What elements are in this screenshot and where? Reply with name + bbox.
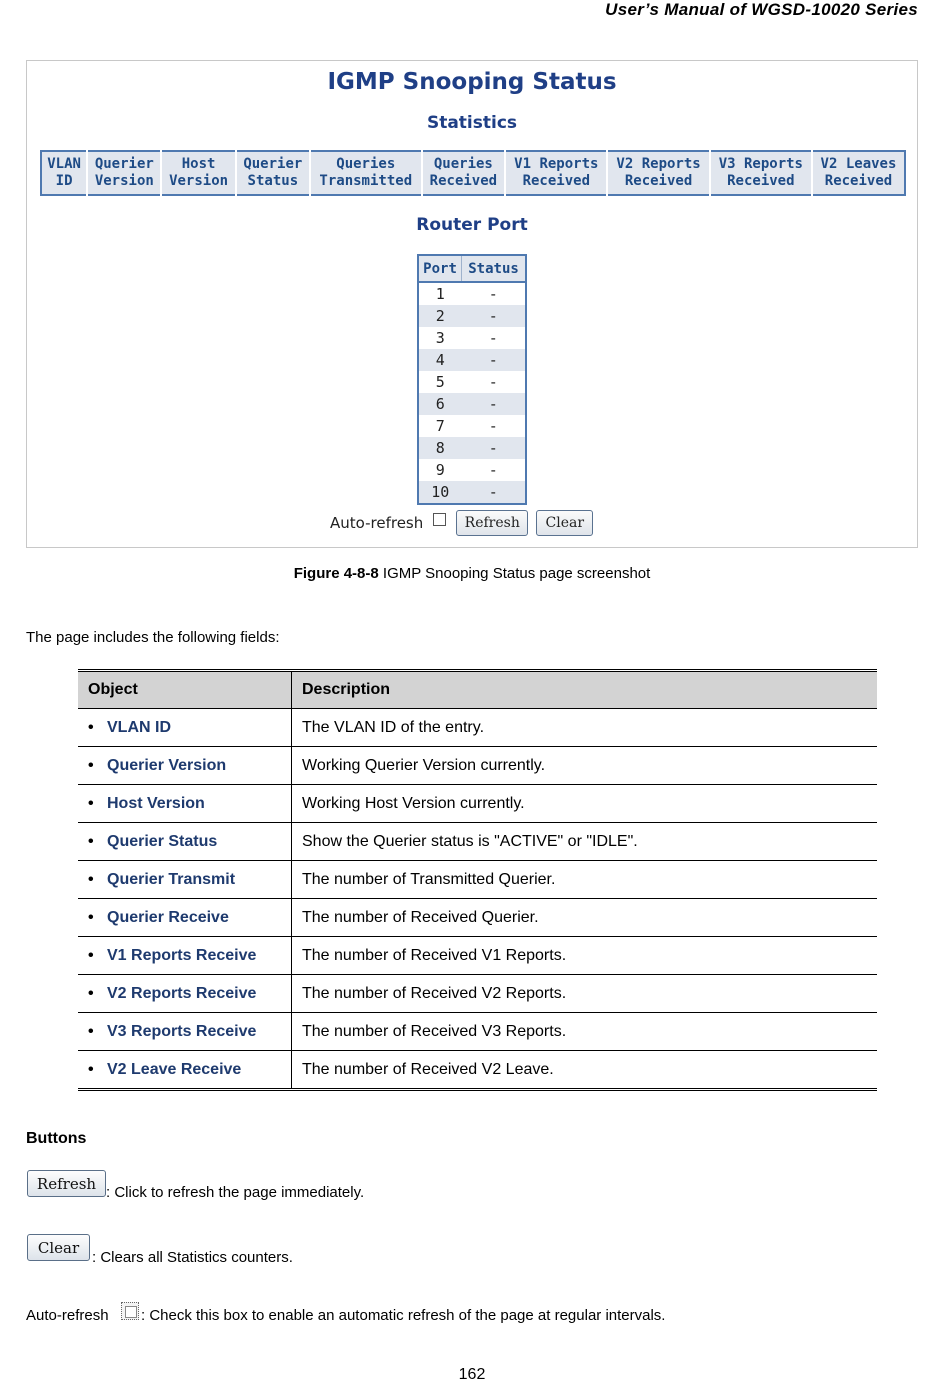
bullet-icon: •	[88, 756, 94, 774]
statistics-column-header	[310, 151, 422, 195]
statistics-column-header	[505, 151, 607, 195]
bullet-icon: •	[88, 946, 94, 964]
field-description: The number of Received V2 Reports.	[292, 975, 878, 1013]
field-description: The number of Received Querier.	[292, 899, 878, 937]
field-description: Working Querier Version currently.	[292, 747, 878, 785]
router-port-row	[418, 481, 526, 504]
figure-text: IGMP Snooping Status page screenshot	[378, 565, 651, 582]
router-port-number: 6	[418, 393, 462, 415]
field-object-name: V3 Reports Receive	[107, 1022, 257, 1040]
router-port-number: 8	[418, 437, 462, 459]
field-row	[78, 937, 877, 975]
router-port-number: 9	[435, 461, 445, 479]
fields-table	[78, 669, 877, 1091]
router-port-status: -	[488, 285, 498, 303]
field-object-cell	[78, 975, 292, 1013]
statistics-column-header-line: Received	[429, 173, 498, 189]
router-port-status: -	[462, 437, 526, 459]
field-object-name: Querier Version	[107, 756, 227, 774]
doc-auto-refresh-label: Auto-refresh	[26, 1307, 109, 1324]
router-port-row	[418, 327, 526, 349]
field-description: The VLAN ID of the entry.	[292, 709, 878, 747]
statistics-column-header-line: Transmitted	[319, 173, 413, 189]
field-object-cell	[78, 1013, 292, 1051]
router-port-number: 10	[418, 481, 462, 504]
field-description: The number of Received V2 Leave.	[292, 1051, 878, 1090]
status-column-header: Status	[462, 255, 526, 282]
router-port-number: 7	[435, 417, 445, 435]
field-object-cell	[78, 709, 292, 747]
field-row	[78, 1051, 877, 1090]
statistics-column-header-line: Version	[94, 173, 154, 189]
statistics-column-header-line: Queries	[336, 156, 396, 172]
statistics-column-header-line: Received	[824, 173, 893, 189]
router-port-status: -	[488, 417, 498, 435]
router-port-row	[418, 459, 526, 481]
statistics-column-header-line: V2 Leaves	[820, 156, 897, 172]
bullet-icon: •	[88, 870, 94, 888]
field-row	[78, 1013, 877, 1051]
field-row	[78, 785, 877, 823]
auto-refresh-checkbox[interactable]	[433, 513, 446, 526]
router-port-row	[418, 393, 526, 415]
bullet-icon: •	[88, 984, 94, 1002]
statistics-column-header-line: Querier	[94, 156, 154, 172]
router-port-row	[418, 437, 526, 459]
statistics-column-header-line: Version	[169, 173, 229, 189]
fields-header-row	[78, 671, 877, 709]
description-column-header: Description	[292, 671, 878, 709]
statistics-column-header	[41, 151, 87, 195]
statistics-column-header	[236, 151, 310, 195]
field-object-cell	[78, 823, 292, 861]
bullet-icon: •	[88, 1022, 94, 1040]
statistics-column-header-line: V1 Reports	[514, 156, 599, 172]
statistics-column-header-line: Received	[522, 173, 591, 189]
refresh-description: : Click to refresh the page immediately.	[106, 1184, 365, 1201]
field-row	[78, 899, 877, 937]
statistics-column-header	[422, 151, 506, 195]
field-row	[78, 975, 877, 1013]
field-object-cell	[78, 937, 292, 975]
statistics-column-header	[161, 151, 235, 195]
field-object-name: V2 Reports Receive	[107, 984, 257, 1002]
statistics-column-header-line: Status	[247, 173, 299, 189]
field-object-name: Host Version	[107, 794, 205, 812]
router-port-status: -	[488, 461, 498, 479]
router-port-status: -	[462, 393, 526, 415]
statistics-table	[40, 150, 906, 196]
statistics-column-header-line: V3 Reports	[718, 156, 803, 172]
statistics-column-header-line: Queries	[433, 156, 493, 172]
router-port-status: -	[462, 481, 526, 504]
router-port-status: -	[488, 329, 498, 347]
router-port-status: -	[488, 373, 498, 391]
router-port-header-row	[418, 255, 526, 282]
router-port-number: 2	[418, 305, 462, 327]
auto-refresh-description: : Check this box to enable an automatic refresh of the page at regular intervals.	[141, 1307, 666, 1324]
router-port-row	[418, 415, 526, 437]
field-row	[78, 861, 877, 899]
field-object-name: VLAN ID	[107, 718, 171, 736]
bullet-icon: •	[88, 718, 94, 736]
bullet-icon: •	[88, 794, 94, 812]
figure-label: Figure 4-8-8	[293, 565, 379, 582]
router-port-row	[418, 371, 526, 393]
field-object-cell	[78, 899, 292, 937]
field-object-cell	[78, 861, 292, 899]
statistics-column-header-line: Querier	[243, 156, 303, 172]
field-object-name: V1 Reports Receive	[107, 946, 257, 964]
field-row	[78, 709, 877, 747]
field-row	[78, 747, 877, 785]
statistics-column-header-line: V2 Reports	[616, 156, 701, 172]
field-object-cell	[78, 785, 292, 823]
statistics-column-header-line: ID	[55, 173, 73, 189]
router-port-status: -	[462, 349, 526, 371]
field-description: Working Host Version currently.	[292, 785, 878, 823]
field-description: The number of Transmitted Querier.	[292, 861, 878, 899]
doc-clear-button: Clear	[27, 1234, 90, 1261]
statistics-header-row	[41, 151, 905, 195]
refresh-button[interactable]: Refresh	[456, 510, 528, 536]
router-port-heading: Router Port	[416, 215, 528, 235]
field-object-name: Querier Status	[107, 832, 218, 850]
router-port-number: 5	[435, 373, 445, 391]
auto-refresh-label: Auto-refresh	[330, 514, 424, 532]
router-port-number: 1	[435, 285, 445, 303]
object-column-header: Object	[78, 671, 292, 709]
bullet-icon: •	[88, 908, 94, 926]
router-port-row	[418, 305, 526, 327]
statistics-column-header-line: Received	[624, 173, 693, 189]
intro-text: The page includes the following fields:	[26, 629, 280, 646]
field-object-cell	[78, 747, 292, 785]
statistics-heading: Statistics	[426, 113, 518, 133]
statistics-column-header	[812, 151, 905, 195]
router-port-row	[418, 282, 526, 305]
figure-caption	[0, 565, 944, 582]
manual-header: User’s Manual of WGSD-10020 Series	[605, 0, 918, 19]
router-port-table	[417, 254, 527, 505]
page-title: IGMP Snooping Status	[327, 69, 617, 95]
field-object-name: V2 Leave Receive	[107, 1060, 242, 1078]
statistics-column-header-line: Host	[181, 156, 216, 172]
controls-bar	[330, 509, 593, 537]
router-port-number: 4	[418, 349, 462, 371]
router-port-status: -	[462, 305, 526, 327]
clear-button[interactable]: Clear	[536, 510, 593, 536]
doc-auto-refresh-checkbox	[121, 1302, 139, 1320]
buttons-heading: Buttons	[26, 1130, 87, 1147]
clear-description: : Clears all Statistics counters.	[92, 1249, 293, 1266]
field-description: Show the Querier status is "ACTIVE" or "IDLE".	[292, 823, 878, 861]
field-object-name: Querier Receive	[107, 908, 229, 926]
field-row	[78, 823, 877, 861]
statistics-column-header-line: Received	[727, 173, 795, 189]
field-description: The number of Received V1 Reports.	[292, 937, 878, 975]
field-object-cell	[78, 1051, 292, 1090]
doc-refresh-button: Refresh	[27, 1170, 106, 1197]
field-description: The number of Received V3 Reports.	[292, 1013, 878, 1051]
router-port-row	[418, 349, 526, 371]
router-port-number: 3	[435, 329, 445, 347]
field-object-name: Querier Transmit	[107, 870, 236, 888]
statistics-column-header-line: VLAN	[47, 156, 81, 172]
page-number: 162	[458, 1366, 486, 1383]
bullet-icon: •	[88, 1060, 94, 1078]
screenshot-frame	[26, 60, 918, 548]
bullet-icon: •	[88, 832, 94, 850]
statistics-column-header	[607, 151, 709, 195]
port-column-header: Port	[418, 255, 462, 282]
statistics-column-header	[710, 151, 812, 195]
statistics-column-header	[87, 151, 161, 195]
